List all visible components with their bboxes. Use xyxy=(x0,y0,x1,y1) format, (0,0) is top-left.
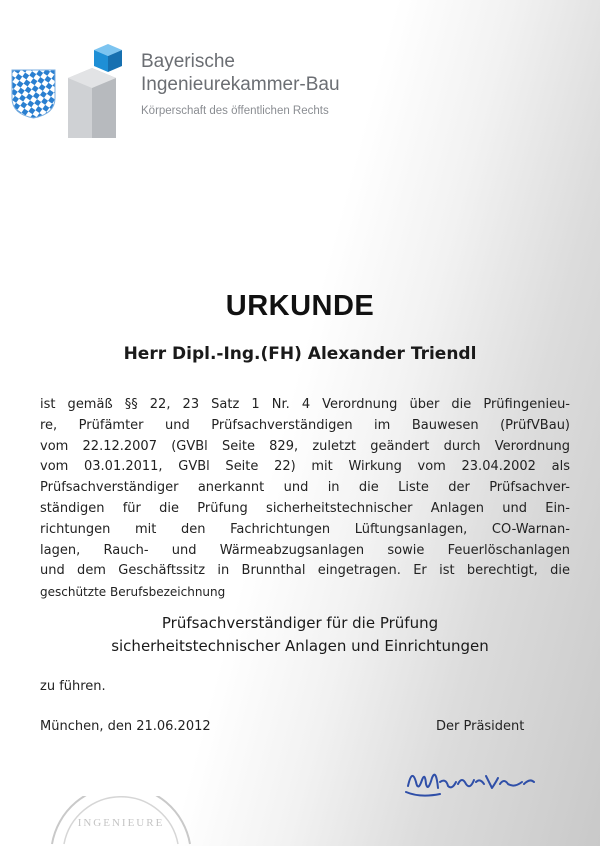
embossed-seal-icon xyxy=(46,796,196,846)
ingenieurekammer-logo-icon xyxy=(64,42,134,142)
body-line: ständigen für die Prüfung sicherheitstechnischer Anlagen und Ein- xyxy=(40,500,570,516)
body-line: und dem Geschäftssitz in Brunnthal eingetragen. Er ist berechtigt, die xyxy=(40,563,570,579)
organization-name-block xyxy=(141,50,340,117)
body-line: vom 22.12.2007 (GVBl Seite 829, zuletzt geändert durch Verordnung xyxy=(40,438,570,454)
designation-line2: sicherheitstechnischer Anlagen und Einrichtungen xyxy=(111,637,489,655)
body-line: vom 03.01.2011, GVBl Seite 22) mit Wirkung vom 23.04.2002 als xyxy=(40,459,570,475)
bavaria-coat-of-arms-icon xyxy=(10,68,57,120)
certificate-title: URKUNDE xyxy=(225,290,375,322)
certificate-header xyxy=(0,0,600,170)
president-signature-icon xyxy=(400,748,560,808)
body-line: richtungen mit den Fachrichtungen Lüftungsanlagen, CO-Warnan- xyxy=(40,521,570,537)
body-line: Prüfsachverständiger anerkannt und in die Liste der Prüfsachver- xyxy=(40,480,570,496)
recipient-name: Herr Dipl.-Ing.(FH) Alexander Triendl xyxy=(123,344,477,364)
organization-subtitle: Körperschaft des öffentlichen Rechts xyxy=(141,105,329,117)
professional-designation xyxy=(0,612,600,658)
body-line: lagen, Rauch- und Wärmeabzugsanlagen sowie Feuerlöschanlagen xyxy=(40,542,570,558)
body-line: re, Prüfämter und Prüfsachverständigen im Bauwesen (PrüfVBau) xyxy=(40,417,570,433)
signatory-title: Der Präsident xyxy=(436,719,525,734)
body-line: geschützte Berufsbezeichnung xyxy=(40,585,226,600)
designation-line1: Prüfsachverständiger für die Prüfung xyxy=(161,614,439,632)
certificate-body-text xyxy=(40,395,570,603)
place-and-date: München, den 21.06.2012 xyxy=(40,719,211,734)
organization-name-line2: Ingenieurekammer-Bau xyxy=(141,74,340,95)
closing-text: zu führen. xyxy=(40,679,106,694)
svg-text:INGENIEURE: INGENIEURE xyxy=(77,817,165,829)
organization-name-line1: Bayerische xyxy=(141,51,235,72)
body-line: ist gemäß §§ 22, 23 Satz 1 Nr. 4 Verordnung über die Prüfingenieu- xyxy=(40,397,570,412)
